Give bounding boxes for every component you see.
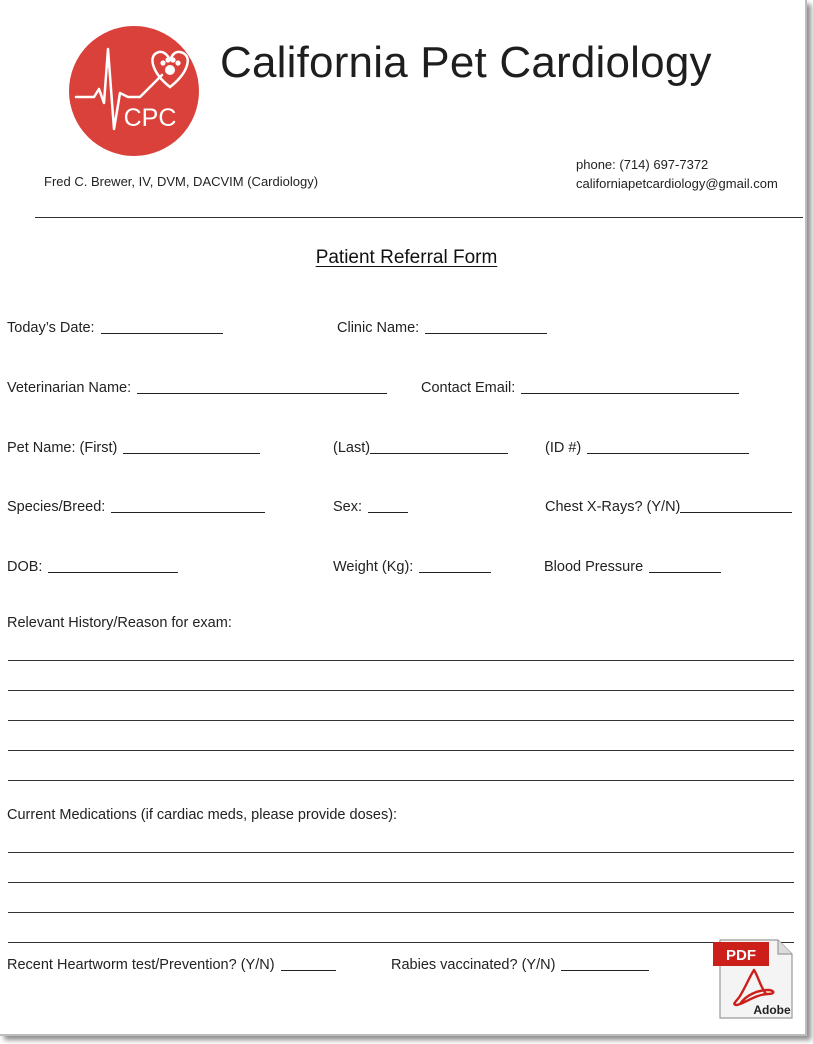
adobe-brand-label: Adobe (753, 1003, 791, 1017)
medications-section-label: Current Medications (if cardiac meds, please provide doses): (7, 807, 398, 823)
weight-blank[interactable] (419, 571, 491, 573)
clinic-name-label: Clinic Name: (337, 320, 420, 336)
todays-date-blank[interactable] (101, 332, 223, 334)
blood-pressure-blank[interactable] (649, 571, 721, 573)
rabies-blank[interactable] (561, 969, 649, 971)
dob-blank[interactable] (48, 571, 178, 573)
doctor-credentials: Fred C. Brewer, IV, DVM, DACVIM (Cardiology) (44, 174, 319, 189)
history-line[interactable] (8, 660, 794, 661)
history-line[interactable] (8, 750, 794, 751)
heartworm-label: Recent Heartworm test/Prevention? (Y/N) (7, 957, 275, 973)
sex-label: Sex: (333, 499, 363, 515)
contact-email-blank[interactable] (521, 392, 739, 394)
pdf-badge-label: PDF (726, 947, 756, 964)
species-breed-field[interactable] (7, 499, 265, 515)
history-line[interactable] (8, 780, 794, 781)
clinic-name-field[interactable] (337, 320, 547, 336)
rabies-field[interactable] (391, 957, 649, 973)
chest-xrays-blank[interactable] (680, 511, 792, 513)
pet-last-name-field[interactable] (333, 440, 508, 456)
logo-text: CPC (123, 104, 177, 132)
history-line[interactable] (8, 720, 794, 721)
rabies-label: Rabies vaccinated? (Y/N) (391, 957, 556, 973)
blood-pressure-field[interactable] (544, 559, 721, 575)
medications-line[interactable] (8, 942, 794, 943)
heartworm-blank[interactable] (281, 969, 336, 971)
clinic-name-blank[interactable] (425, 332, 547, 334)
vet-name-label: Veterinarian Name: (7, 380, 132, 396)
pet-last-name-blank[interactable] (370, 452, 508, 454)
pet-last-name-label: (Last) (333, 440, 371, 456)
veterinarian-name-field[interactable] (7, 380, 387, 396)
pet-id-label: (ID #) (545, 440, 582, 456)
email-address: californiapetcardiology@gmail.com (576, 176, 778, 191)
medications-line[interactable] (8, 882, 794, 883)
contact-block (576, 155, 778, 193)
clinic-brand-name: California Pet Cardiology (220, 38, 712, 87)
weight-label: Weight (Kg): (333, 559, 414, 575)
dob-field[interactable] (7, 559, 178, 575)
heartworm-field[interactable] (7, 957, 336, 973)
medications-line[interactable] (8, 912, 794, 913)
header-divider (35, 217, 803, 218)
phone-number: phone: (714) 697-7372 (576, 157, 709, 172)
todays-date-field[interactable] (7, 320, 223, 336)
form-title (0, 247, 813, 269)
pet-first-name-field[interactable] (7, 440, 260, 456)
pet-id-blank[interactable] (587, 452, 749, 454)
chest-xrays-label: Chest X-Rays? (Y/N) (545, 499, 681, 515)
species-breed-blank[interactable] (111, 511, 265, 513)
cpc-logo-icon (68, 25, 200, 157)
history-line[interactable] (8, 690, 794, 691)
contact-email-field[interactable] (421, 380, 739, 396)
blood-pressure-label: Blood Pressure (544, 559, 644, 575)
todays-date-label: Today’s Date: (7, 320, 95, 336)
sex-blank[interactable] (368, 511, 408, 513)
form-title-text: Patient Referral Form (315, 247, 498, 268)
adobe-pdf-icon[interactable] (712, 938, 794, 1020)
vet-name-blank[interactable] (137, 392, 387, 394)
sex-field[interactable] (333, 499, 408, 515)
dob-label: DOB: (7, 559, 43, 575)
species-breed-label: Species/Breed: (7, 499, 106, 515)
chest-xrays-field[interactable] (545, 499, 792, 515)
pet-first-name-blank[interactable] (123, 452, 260, 454)
pet-first-name-label: Pet Name: (First) (7, 440, 118, 456)
medications-line[interactable] (8, 852, 794, 853)
pet-id-field[interactable] (545, 440, 749, 456)
weight-field[interactable] (333, 559, 491, 575)
history-section-label: Relevant History/Reason for exam: (7, 615, 232, 631)
contact-email-label: Contact Email: (421, 380, 516, 396)
